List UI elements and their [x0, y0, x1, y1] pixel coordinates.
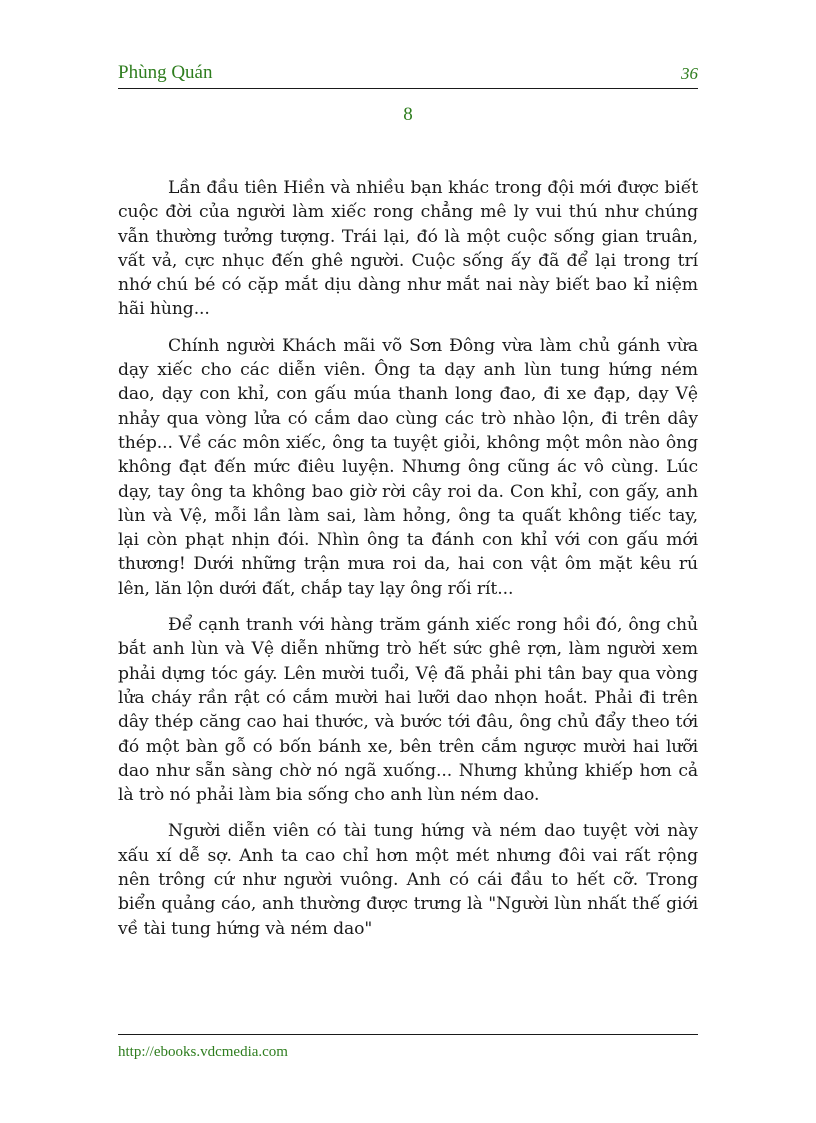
header-author: Phùng Quán: [118, 62, 213, 83]
paragraph: Lần đầu tiên Hiền và nhiều bạn khác trong đội mới được biết cuộc đời của người làm xiếc rong chẳng mê ly vui thú như chúng vẫn thường tưởng tượng. Trái lại, đó là một cuộc sống gian truân, vất vả, cực nhục đến ghê người. Cuộc sống ấy đã để lại trong trí nhớ chú bé có cặp mắt dịu dàng như mắt nai này biết bao kỉ niệm hãi hùng...: [118, 178, 698, 320]
chapter-number: 8: [403, 104, 413, 125]
header-page-number: 36: [681, 64, 698, 83]
paragraph: Để cạnh tranh với hàng trăm gánh xiếc rong hồi đó, ông chủ bắt anh lùn và Vệ diễn những trò hết sức ghê rợn, làm người xem phải dựng tóc gáy. Lên mười tuổi, Vệ đã phải phi tân bay qua vòng lửa cháy rần rật có cắm mười hai lưỡi dao nhọn hoắt. Phải đi trên dây thép căng cao hai thước, và bước tới đâu, ông chủ đẩy theo tới đó một bàn gỗ có bốn bánh xe, bên trên cắm ngược mười hai lưỡi dao như sẵn sàng chờ nó ngã xuống... Nhưng khủng khiếp hơn cả là trò nó phải làm bia sống cho anh lùn ném dao.: [118, 615, 698, 806]
page-header: [118, 62, 698, 89]
paragraph: Người diễn viên có tài tung hứng và ném dao tuyệt vời này xấu xí dễ sợ. Anh ta cao chỉ hơn một mét nhưng đôi vai rất rộng nên trông cứ như người vuông. Anh có cái đầu to hết cỡ. Trong biển quảng cáo, anh thường được trưng là "Người lùn nhất thế giới về tài tung hứng và ném dao": [118, 821, 698, 939]
paragraph: Chính người Khách mãi võ Sơn Đông vừa làm chủ gánh vừa dạy xiếc cho các diễn viên. Ông ta dạy anh lùn tung hứng ném dao, dạy con khỉ, con gấu múa thanh long đao, đi xe đạp, dạy Vệ nhảy qua vòng lửa có cắm dao cùng các trò nhào lộn, đi trên dây thép... Về các môn xiếc, ông ta tuyệt giỏi, không một môn nào ông không đạt đến mức điêu luyện. Nhưng ông cũng ác vô cùng. Lúc dạy, tay ông ta không bao giờ rời cây roi da. Con khỉ, con gấy, anh lùn và Vệ, mỗi lần làm sai, làm hỏng, ông ta quất không tiếc tay, lại còn phạt nhịn đói. Nhìn ông ta đánh con khỉ với con gấu mới thương! Dưới những trận mưa roi da, hai con vật ôm mặt kêu rú lên, lăn lộn dưới đất, chắp tay lạy ông rối rít...: [118, 335, 698, 599]
body-text: [118, 176, 698, 953]
page-footer: [118, 1034, 698, 1061]
footer-url-link[interactable]: http://ebooks.vdcmedia.com: [118, 1044, 288, 1060]
